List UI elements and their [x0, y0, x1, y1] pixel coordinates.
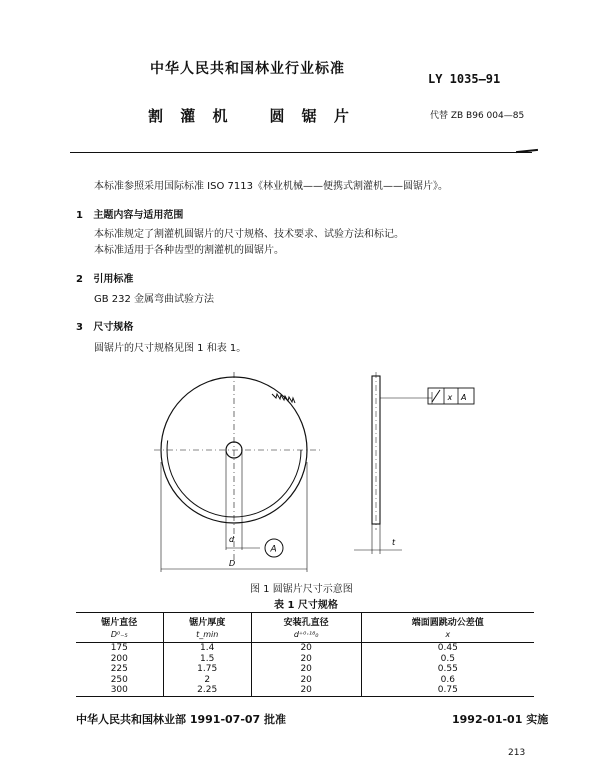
page-number: 213 — [508, 748, 526, 758]
runout-symbol — [432, 390, 440, 402]
cell-thickness: 2 — [163, 675, 251, 686]
D-label: D — [229, 559, 236, 568]
section-2-title: 引用标准 — [93, 274, 134, 285]
section-1-title: 主题内容与适用范围 — [93, 210, 184, 221]
section-2-number: 2 — [76, 274, 83, 285]
cell-hole: 20 — [251, 685, 361, 696]
d-label: d — [229, 535, 235, 544]
cell-hole: 20 — [251, 654, 361, 665]
cell-diameter: 250 — [110, 674, 128, 685]
effective-date: 1992-01-01 实施 — [452, 713, 549, 726]
section-3-title: 尺寸规格 — [93, 322, 134, 333]
section-3-heading — [76, 318, 133, 333]
spec-table — [76, 612, 534, 697]
cell-runout: 0.45 — [361, 643, 534, 654]
table-symbol-row — [76, 628, 534, 643]
section-1-para-1: 本标准规定了割灌机圆锯片的尺寸规格、技术要求、试验方法和标记。 — [94, 229, 404, 240]
table-header-row — [76, 613, 534, 629]
header-thickness: 锯片厚度 — [163, 613, 251, 629]
cell-thickness: 1.75 — [163, 664, 251, 675]
replaces-note: 代替 ZB B96 004—85 — [430, 111, 525, 121]
table-row — [76, 685, 534, 696]
document-title — [148, 105, 391, 126]
section-2-heading — [76, 270, 133, 285]
document-title-part1: 割 灌 机 — [148, 107, 234, 125]
blade-teeth — [272, 394, 295, 403]
header-rule — [70, 152, 532, 153]
cell-hole: 20 — [251, 664, 361, 675]
standard-org-title: 中华人民共和国林业行业标准 — [150, 61, 345, 77]
header-diameter: 锯片直径 — [76, 613, 163, 629]
cell-diameter: 200 — [110, 653, 128, 664]
figure-caption: 图 1 圆锯片尺寸示意图 — [250, 584, 353, 595]
header-hole: 安装孔直径 — [251, 613, 361, 629]
cell-runout: 0.55 — [361, 664, 534, 675]
cell-hole: 20 — [251, 643, 361, 654]
symbol-diameter: D⁰₋₅ — [76, 628, 163, 643]
section-3-para-1: 圆锯片的尺寸规格见图 1 和表 1。 — [94, 343, 247, 354]
t-label: t — [392, 538, 396, 547]
approval-line: 中华人民共和国林业部 1991-07-07 批准 — [76, 713, 287, 726]
symbol-thickness: t_min — [163, 628, 251, 643]
document-title-part2: 圆 锯 片 — [269, 107, 355, 125]
section-3-number: 3 — [76, 322, 83, 333]
header-runout: 端面圆跳动公差值 — [361, 613, 534, 629]
cell-diameter: 175 — [110, 643, 128, 653]
section-2-para-1: GB 232 金属弯曲试验方法 — [94, 294, 215, 305]
section-1-number: 1 — [76, 210, 83, 221]
cell-thickness: 1.4 — [163, 643, 251, 654]
cell-thickness: 2.25 — [163, 685, 251, 696]
tolerance-x-label: x — [447, 393, 453, 402]
cell-runout: 0.75 — [361, 685, 534, 696]
symbol-runout: x — [361, 628, 534, 643]
table-row — [76, 664, 534, 675]
table-row — [76, 675, 534, 686]
section-1-heading — [76, 206, 183, 221]
table-row — [76, 654, 534, 665]
cell-diameter: 300 — [76, 685, 163, 696]
intro-paragraph: 本标准参照采用国际标准 ISO 7113《林业机械——便携式割灌机——圆锯片》。 — [94, 181, 448, 192]
cell-diameter: 225 — [110, 664, 128, 674]
standard-code: LY 1035—91 — [428, 72, 501, 86]
symbol-hole: d⁺⁰·¹⁸₀ — [251, 628, 361, 643]
table-row — [76, 643, 534, 654]
section-1-para-2: 本标准适用于各种齿型的割灌机的圆锯片。 — [94, 245, 284, 256]
saw-blade-figure — [150, 372, 490, 577]
tolerance-a-label: A — [461, 393, 467, 402]
cell-hole: 20 — [251, 675, 361, 686]
table-caption: 表 1 尺寸规格 — [274, 600, 338, 611]
cell-runout: 0.5 — [361, 654, 534, 665]
datum-a-label: A — [270, 544, 277, 555]
cell-runout: 0.6 — [361, 675, 534, 686]
cell-thickness: 1.5 — [163, 654, 251, 665]
